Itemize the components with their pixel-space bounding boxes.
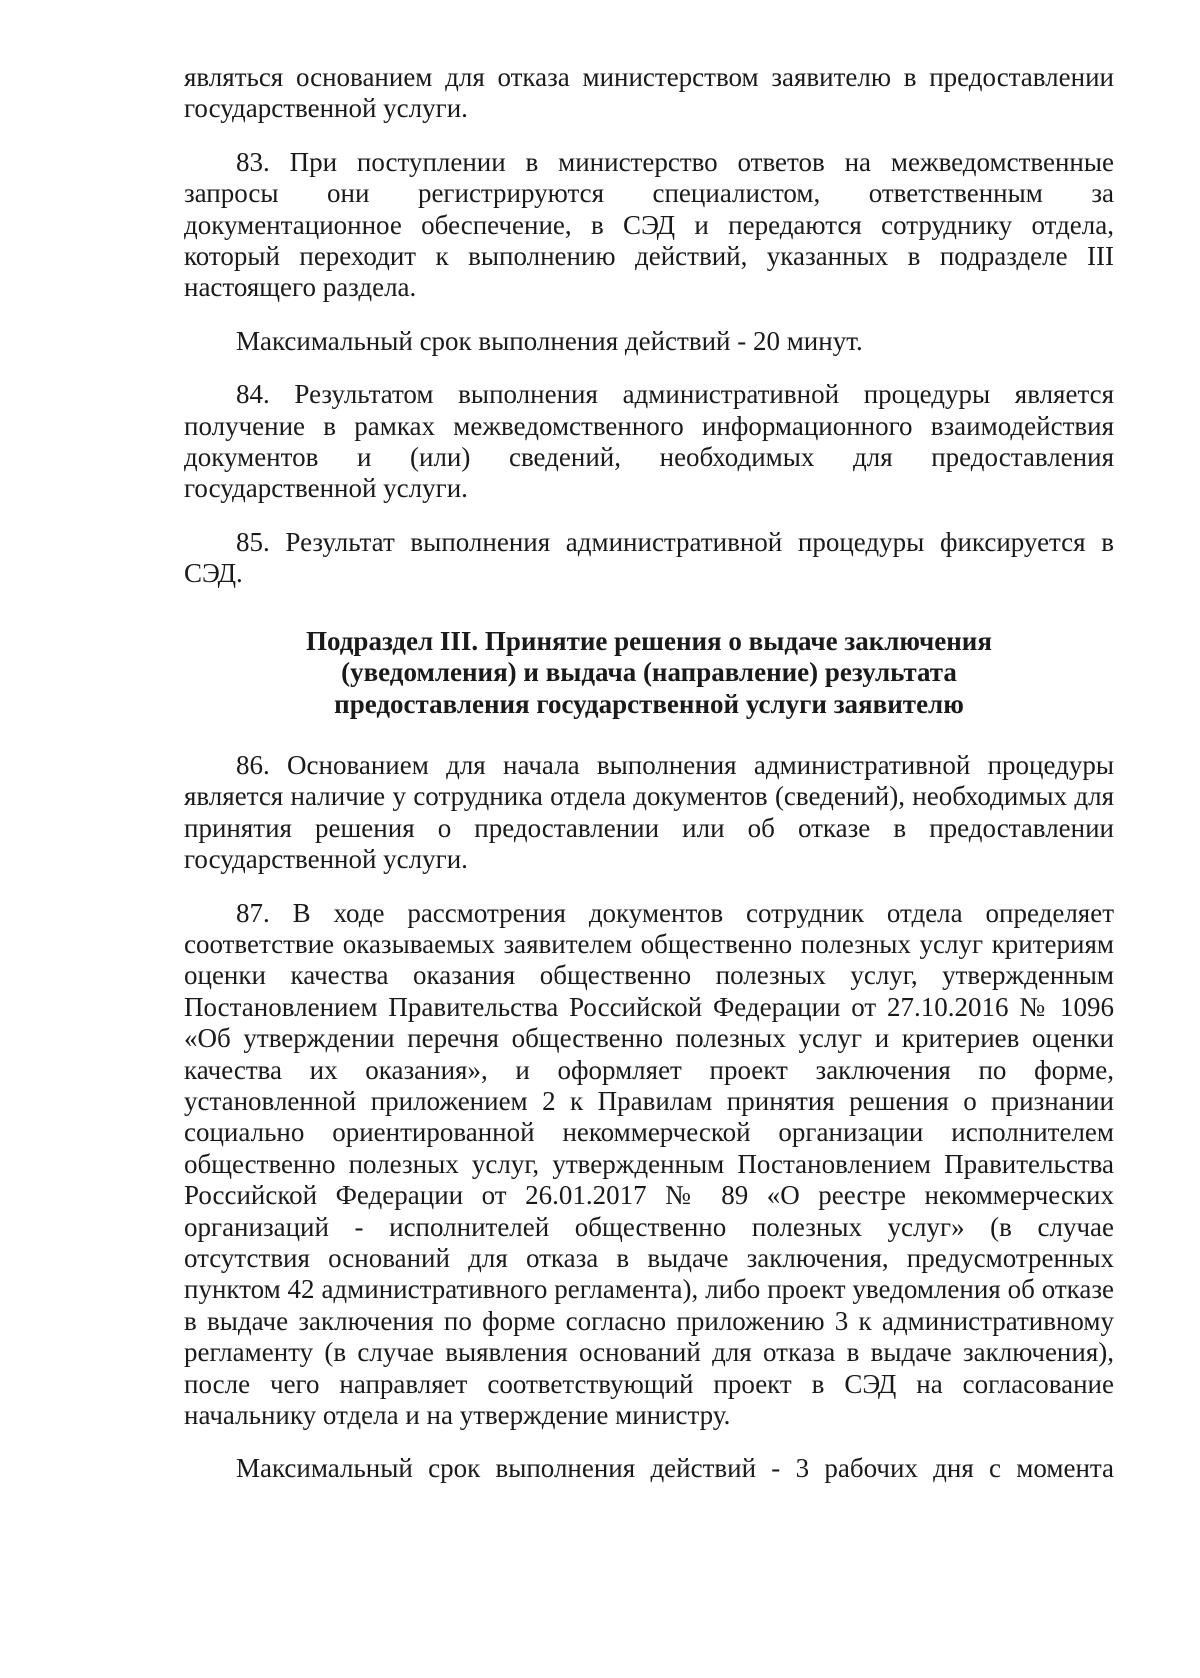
subsection-heading: [184, 626, 1114, 720]
paragraph-83: 83. При поступлении в министерство ответов на межведомственные запросы они регистрируются специалистом, ответственным за документационное обеспечение, в СЭД и передаются сотруднику отдела, который переходит к выполнению действий, указанных в подразделе III настоящего раздела.: [184, 146, 1114, 303]
paragraph-85: 85. Результат выполнения административной процедуры фиксируется в СЭД.: [184, 526, 1114, 589]
heading-line-2: (уведомления) и выдача (направление) результата: [341, 657, 957, 688]
heading-line-1: Подраздел III. Принятие решения о выдаче заключения: [306, 625, 992, 656]
heading-line-3: предоставления государственной услуги заявителю: [334, 688, 964, 719]
paragraph-84: 84. Результатом выполнения административной процедуры является получение в рамках межведомственного информационного взаимодействия документов и (или) сведений, необходимых для предоставления государственной услуги.: [184, 379, 1114, 504]
paragraph-87: 87. В ходе рассмотрения документов сотрудник отдела определяет соответствие оказываемых заявителем общественно полезных услуг критериям оценки качества оказания общественно полезных услуг, утвержденным Постановлением Правительства Российской Федерации от 27.10.2016 № 1096 «Об утверждении перечня общественно полезных услуг и критериев оценки качества их оказания», и оформляет проект заключения по форме, установленной приложением 2 к Правилам принятия решения о признании социально ориентированной некоммерческой организации исполнителем общественно полезных услуг, утвержденным Постановлением Правительства Российской Федерации от 26.01.2017 № 89 «О реестре некоммерческих организаций - исполнителей общественно полезных услуг» (в случае отсутствия оснований для отказа в выдаче заключения, предусмотренных пунктом 42 административного регламента), либо проект уведомления об отказе в выдаче заключения по форме согласно приложению 3 к административному регламенту (в случае выявления оснований для отказа в выдаче заключения), после чего направляет соответствующий проект в СЭД на согласование начальнику отдела и на утверждение министру.: [184, 897, 1114, 1431]
paragraph-86: 86. Основанием для начала выполнения административной процедуры является наличие у сотрудника отдела документов (сведений), необходимых для принятия решения о предоставлении или об отказе в предоставлении государственной услуги.: [184, 749, 1114, 875]
paragraph-continuation: являться основанием для отказа министерством заявителю в предоставлении государственной услуги.: [184, 62, 1114, 124]
paragraph-deadline-3-days: Максимальный срок выполнения действий - 3 рабочих дня с момента: [236, 1453, 1114, 1484]
document-page: [184, 62, 1114, 1485]
paragraph-deadline-20-min: Максимальный срок выполнения действий - 20 минут.: [236, 325, 863, 356]
